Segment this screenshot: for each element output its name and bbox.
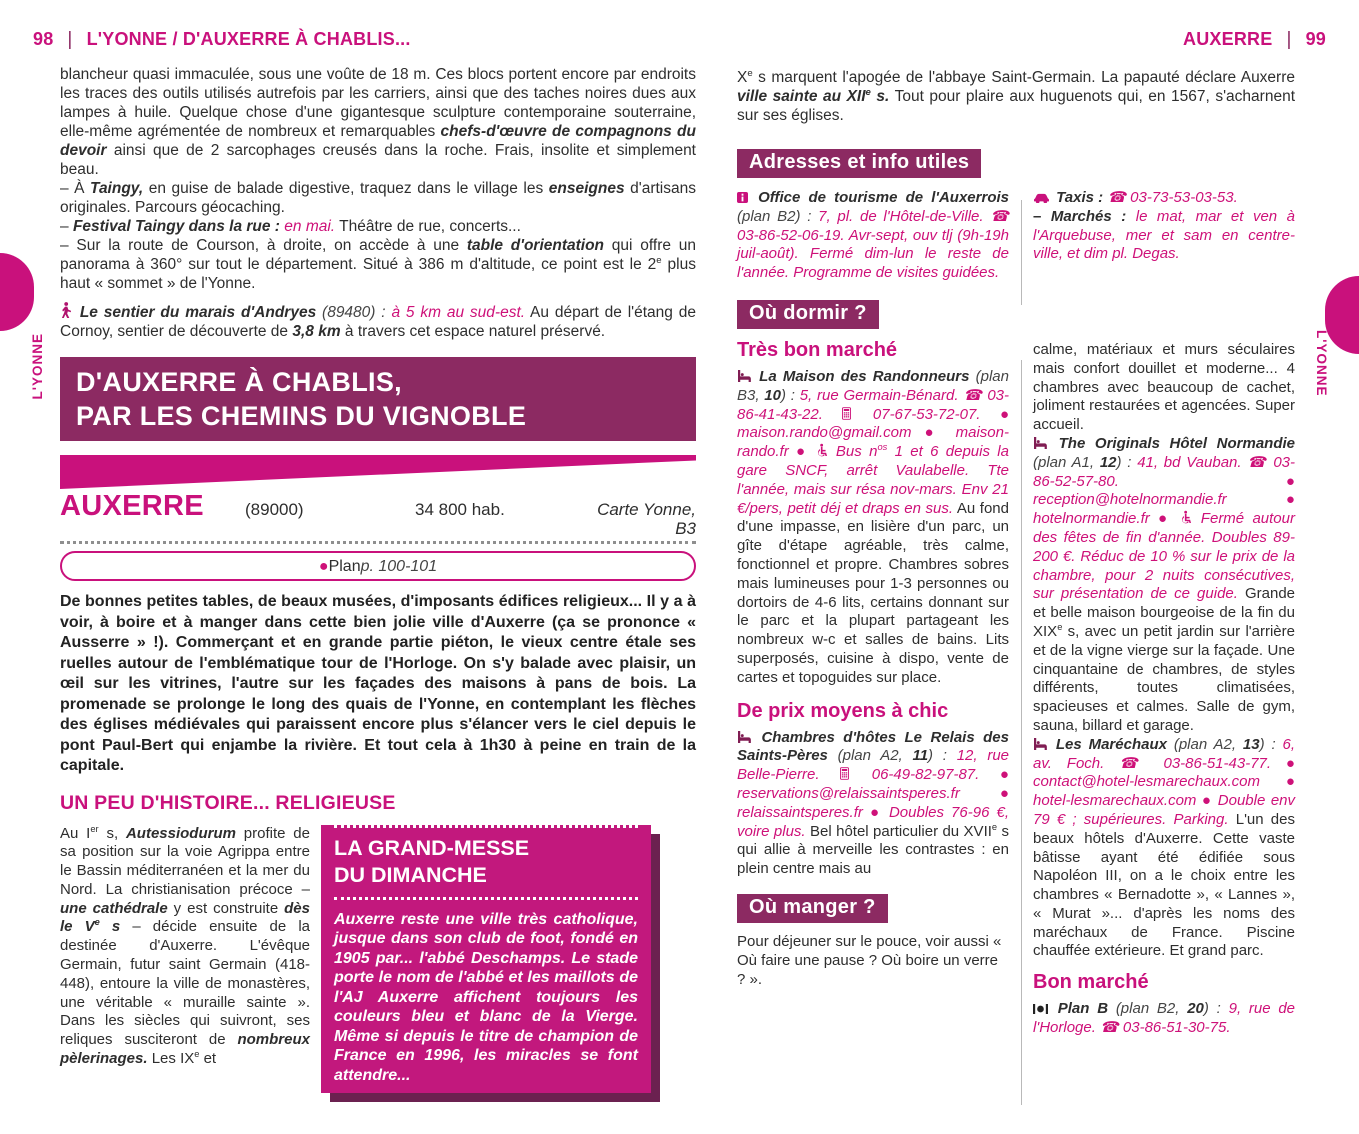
- city-map-reference: Carte Yonne, B3: [597, 500, 696, 538]
- sidebar-title-line1: LA GRAND-MESSE: [334, 835, 530, 860]
- wheelchair-icon: [816, 443, 827, 457]
- left-page-number: 98: [33, 29, 54, 49]
- taxis-listing: Taxis : ☎ 03-73-53-03-53.: [1033, 189, 1295, 208]
- right-edge-region-label: L'YONNE: [1314, 330, 1329, 397]
- restaurant-icon: [1033, 1004, 1048, 1014]
- addresses-left-column: [737, 189, 1009, 283]
- taingy-item: – À Taingy, en guise de balade digestive, traquez dans le village les enseignes d'artisans originales. Parcours géocaching.: [60, 180, 696, 216]
- right-running-head: [1183, 30, 1326, 49]
- right-header-title: AUXERRE: [1183, 29, 1273, 49]
- sidebar-title-line2: DU DIMANCHE: [334, 862, 487, 887]
- hotel-icon: [1033, 738, 1047, 750]
- plan-reference-pill: ● Plan p. 100-101: [60, 551, 696, 581]
- left-edge-tab: [0, 253, 34, 331]
- history-section-heading: UN PEU D'HISTOIRE... RELIGIEUSE: [60, 791, 396, 814]
- mobile-icon: [842, 407, 851, 420]
- dormir-columns: [737, 338, 1296, 1038]
- price-category-heading: Bon marché: [1033, 971, 1149, 994]
- manger-section-bar: Où manger ?: [737, 894, 888, 923]
- right-page-number: 99: [1305, 29, 1326, 49]
- marches-listing: – Marchés : le mat, mar et ven à l'Arquebuse, mer et sam en centre-ville, et dim pl. Degas.: [1033, 207, 1295, 263]
- grand-messe-sidebar-box: [321, 825, 651, 1093]
- addresses-columns: [737, 189, 1295, 283]
- header-divider: |: [1286, 29, 1292, 50]
- city-heading-row: [60, 490, 696, 538]
- wheelchair-icon: [1180, 510, 1191, 524]
- dormir-left-column: [737, 338, 1010, 1038]
- header-divider: |: [67, 29, 73, 50]
- hotel-icon: [737, 370, 751, 382]
- left-running-head: [33, 30, 411, 49]
- festival-item: – Festival Taingy dans la rue : en mai. Théâtre de rue, concerts...: [60, 218, 521, 235]
- city-name: AUXERRE: [60, 490, 204, 522]
- info-icon: [737, 192, 748, 203]
- city-population: 34 800 hab.: [415, 500, 505, 519]
- left-header-title: L'YONNE / D'AUXERRE À CHABLIS...: [86, 29, 411, 49]
- sentier-item: Le sentier du marais d'Andryes (89480) : à 5 km au sud-est. Au départ de l'étang de Cornoy, sentier de découverte de 3,8 km à travers cet espace naturel préservé.: [60, 304, 696, 340]
- city-description: De bonnes petites tables, de beaux musées, d'imposants édifices religieux... Il y a à voir, à boire et à manger dans cette bien jolie ville d'Auxerre (ça se prononce « Ausserre » !). Commerçant et en grande partie piéton, le vieux centre étale ses ruelles autour de l'emblématique tour de l'Horloge. On s'y balade avec plaisir, un œil sur les vitrines, l'autre sur les façades des maisons à pans de bois. La promenade se prolonge le long des quais de l'Yonne, en contemplant les flèches des églises médiévales qui paraissent encore plus s'élancer vers le ciel depuis le pont Paul-Bert qui enjambe la rivière. Et tout cela à 1h30 à peine en train de la capitale.: [60, 593, 696, 774]
- history-text-column: Au Ier s, Autessiodurum profite de sa position sur la voie Agrippa entre le Bassin méditerranéen et la mer du Nord. La christianisation précoce – une cathédrale y est construite dès le Ve s – décide ensuite de la destinée d'Auxerre. L'évêque Germain, futur saint Germain (418-448), entoure la ville de monastères, une véritable « muraille sainte ». Dans les siècles qui suivront, ses reliques susciteront de nombreux pèlerinages. Les IXe et: [60, 823, 311, 1068]
- dormir-section-bar: Où dormir ?: [737, 300, 879, 329]
- hotel-icon: [737, 731, 751, 743]
- decorative-wedge: [60, 455, 696, 489]
- column-divider: [1021, 360, 1022, 1105]
- car-icon: [1033, 193, 1050, 203]
- city-postal-code: (89000): [245, 500, 304, 519]
- mobile-icon: [840, 767, 849, 780]
- walker-icon: [60, 302, 72, 318]
- addresses-right-column: [1033, 189, 1295, 283]
- courson-item: – Sur la route de Courson, à droite, on accède à une table d'orientation qui offre un panorama à 360° sur tout le département. Situé à 386 m d'altitude, ce point est le 2e plus haut « sommet » de l'Yonne.: [60, 237, 696, 292]
- left-edge-region-label: L'YONNE: [30, 333, 45, 400]
- dotted-separator: [60, 541, 696, 544]
- banner-line2: PAR LES CHEMINS DU VIGNOBLE: [76, 401, 527, 431]
- column-divider: [1021, 200, 1022, 305]
- price-category-heading: De prix moyens à chic: [737, 699, 949, 722]
- banner-line1: D'AUXERRE À CHABLIS,: [76, 367, 402, 397]
- hotel-listing-normandie: The Originals Hôtel Normandie (plan A1, 12) : 41, bd Vauban. ☎ 03-86-52-57-80. ● reception@hotelnormandie.fr ● hotelnormandie.fr ● Fermé autour des fêtes de fin d'année. Doubles 89-200 €. Réduc de 10 % sur le prix de la chambre, pour 2 nuits consécutives, sur présentation de ce guide. Grande et belle maison bourgeoise de la fin du XIXe s, avec un petit jardin sur l'arrière et de la vigne vierge sur la façade. Une cinquantaine de chambres, de styles différents, toutes climatisées, spacieuses et calmes. Salle de gym, sauna, billard et garage.: [1033, 434, 1296, 734]
- continuation-paragraph: Xe s marquent l'apogée de l'abbaye Saint-Germain. La papauté déclare Auxerre ville sainte au XIIe s. Tout pour plaire aux huguenots qui, en 1567, s'acharnent sur ses églises.: [737, 67, 1296, 124]
- hotel-icon: [1033, 437, 1047, 449]
- hotel-listing-marechaux: Les Maréchaux (plan A2, 13) : 6, av. Foch. ☎ 03-86-51-43-77. ● contact@hotel-lesmarechaux.com ● hotel-lesmarechaux.com ● Double env 79 € ; supérieures. Parking. L'un des beaux hôtels d'Auxerre. Cette vaste bâtisse ayant été édifiée sous Napoléon III, on a le choix entre les chambres « Bernadotte », « Lannes », « Murat »... d'après les noms des maréchaux de France. Piscine chauffée extérieure. Et grand parc.: [1033, 735, 1295, 960]
- restaurant-listing-plan-b: Plan B (plan B2, 20) : 9, rue de l'Horloge. ☎ 03-86-51-30-75.: [1033, 1000, 1296, 1037]
- manger-note: Pour déjeuner sur le pouce, voir aussi « Où faire une pause ? Où boire un verre ? ».: [737, 932, 1002, 988]
- continuation-right-column: calme, matériaux et murs séculaires mais confort douillet et moderne... 4 chambres avec beaucoup de cachet, joliment restaurées et agencées. Super accueil.: [1033, 340, 1295, 434]
- section-banner: [60, 357, 696, 441]
- history-columns: [60, 825, 696, 1093]
- dormir-right-column: [1033, 341, 1295, 1038]
- hotel-listing-maison-randonneurs: La Maison des Randonneurs (plan B3, 10) : 5, rue Germain-Bénard. ☎ 03-86-41-43-22. 07-67-53-72-07. ● maison.rando@gmail.com ● maison-rando.fr ● Bus $n^{os}$ 1 et 6 depuis la gare SNCF, arrêt Vaulabelle. Tte l'année, mais sur résa nov-mars. Env 21 €/pers, petit déj et draps en sus. Au fond d'une impasse, en lisière d'un parc, un gîte d'étape agréable, très calme, fonctionnel et propre. Chambres sobres mais lumineuses pour 1-3 personnes ou dortoirs de 4-6 lits, certains donnant sur le parc et la plupart partageant les nombreux w-c et salles de bains. Lits superposés, cuisine à dispo, vente de cartes et topoguides sur place.: [737, 367, 1010, 686]
- sidebar-box-title: [334, 825, 638, 900]
- sidebar-box-body: Auxerre reste une ville très catholique, jusque dans son club de foot, fondé en 1905 par... l'abbé Deschamps. Le stade porte le nom de l'abbé et les maillots de l'AJ Auxerre affichent toujours les couleurs bleu et blanc de la Vierge. Même si depuis le titre de champion de France en 1996, les miracles se font attendre...: [334, 910, 638, 1084]
- hotel-listing-relais-saints-peres: Chambres d'hôtes Le Relais des Saints-Pères (plan A2, 11) : 12, rue Belle-Pierre. 06-49-82-97-87. ● reservations@relaissaintsperes.fr ● relaissaintsperes.fr ● Doubles 76-96 €, voire plus. Bel hôtel particulier du XVIIe s qui allie à merveille les contrastes : en plein centre mais au: [737, 728, 1010, 878]
- page-98: [60, 65, 696, 1093]
- tourist-office-listing: Office de tourisme de l'Auxerrois (plan B2) : 7, pl. de l'Hôtel-de-Ville. ☎ 03-86-52-06-19. Avr-sept, ouv tlj (9h-19h juil-août). Fermé dim-lun le reste de l'année. Programme de visites guidées.: [737, 189, 1009, 282]
- intro-paragraph: blancheur quasi immaculée, sous une voûte de 18 m. Ces blocs portent encore par endroits les traces des outils utilisés autrefois par les carriers, ainsi que des taches noires dues aux lampes à huile. Quelque chose d'une gigantesque sculpture contemporaine souterraine, elle-même agrémentée de nombreux et remarquables chefs-d'œuvre de compagnons du devoir ainsi que de 2 sarcophages creusés dans la roche. Frais, insolite et simplement beau.: [60, 66, 696, 178]
- adresses-section-bar: Adresses et info utiles: [737, 149, 981, 178]
- price-category-heading: Très bon marché: [737, 338, 898, 361]
- page-99: [737, 68, 1295, 1038]
